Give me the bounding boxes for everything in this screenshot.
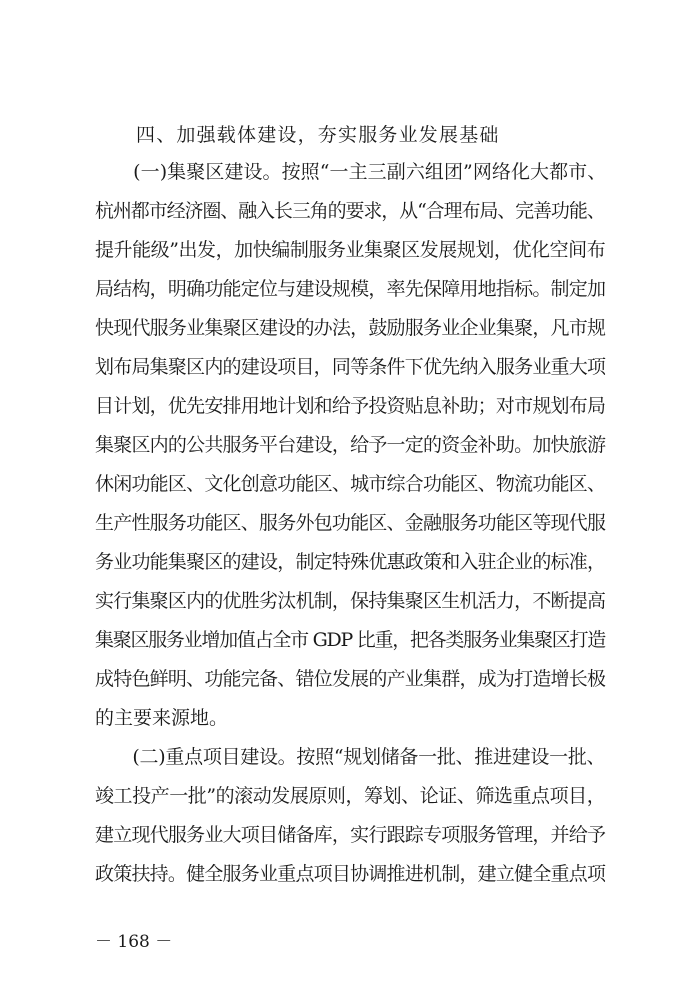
- text-line: (二)重点项目建设。按照“规划储备一批、推进建设一批、: [95, 746, 606, 768]
- text-line: 杭州都市经济圈、融入长三角的要求，从“合理布局、完善功能、: [95, 200, 605, 222]
- page-number: － 168 －: [95, 932, 173, 952]
- text-line: 集聚区服务业增加值占全市 GDP 比重，把各类服务业集聚区打造: [95, 629, 606, 651]
- text-line: (一)集聚区建设。按照“一主三副六组团”网络化大都市、: [95, 161, 607, 183]
- text-line: 生产性服务功能区、服务外包功能区、金融服务功能区等现代服: [95, 512, 606, 534]
- text-line: 提升能级”出发，加快编制服务业集聚区发展规划，优化空间布: [95, 239, 606, 261]
- text-line: 划布局集聚区内的建设项目，同等条件下优先纳入服务业重大项: [95, 356, 606, 378]
- text-line: 建立现代服务业大项目储备库，实行跟踪专项服务管理，并给予: [95, 824, 606, 846]
- text-line: 快现代服务业集聚区建设的办法，鼓励服务业企业集聚，凡市规: [95, 317, 606, 339]
- text-line: 政策扶持。健全服务业重点项目协调推进机制，建立健全重点项: [95, 863, 606, 885]
- text-line: 的主要来源地。: [95, 707, 229, 729]
- text-line: 务业功能集聚区的建设，制定特殊优惠政策和入驻企业的标准，: [95, 551, 606, 573]
- text-line: 集聚区内的公共服务平台建设，给予一定的资金补助。加快旅游: [95, 434, 606, 456]
- text-line: 成特色鲜明、功能完备、错位发展的产业集群，成为打造增长极: [95, 668, 606, 690]
- text-line: 目计划，优先安排用地计划和给予投资贴息补助；对市规划布局: [95, 395, 606, 417]
- text-line: 实行集聚区内的优胜劣汰机制，保持集聚区生机活力，不断提高: [95, 590, 606, 612]
- text-line: 竣工投产一批”的滚动发展原则，筹划、论证、筛选重点项目，: [95, 785, 606, 807]
- section-heading: 四、加强载体建设，夯实服务业发展基础: [136, 124, 500, 146]
- text-line: 局结构，明确功能定位与建设规模，率先保障用地指标。制定加: [95, 278, 606, 300]
- text-line: 休闲功能区、文化创意功能区、城市综合功能区、物流功能区、: [95, 473, 606, 495]
